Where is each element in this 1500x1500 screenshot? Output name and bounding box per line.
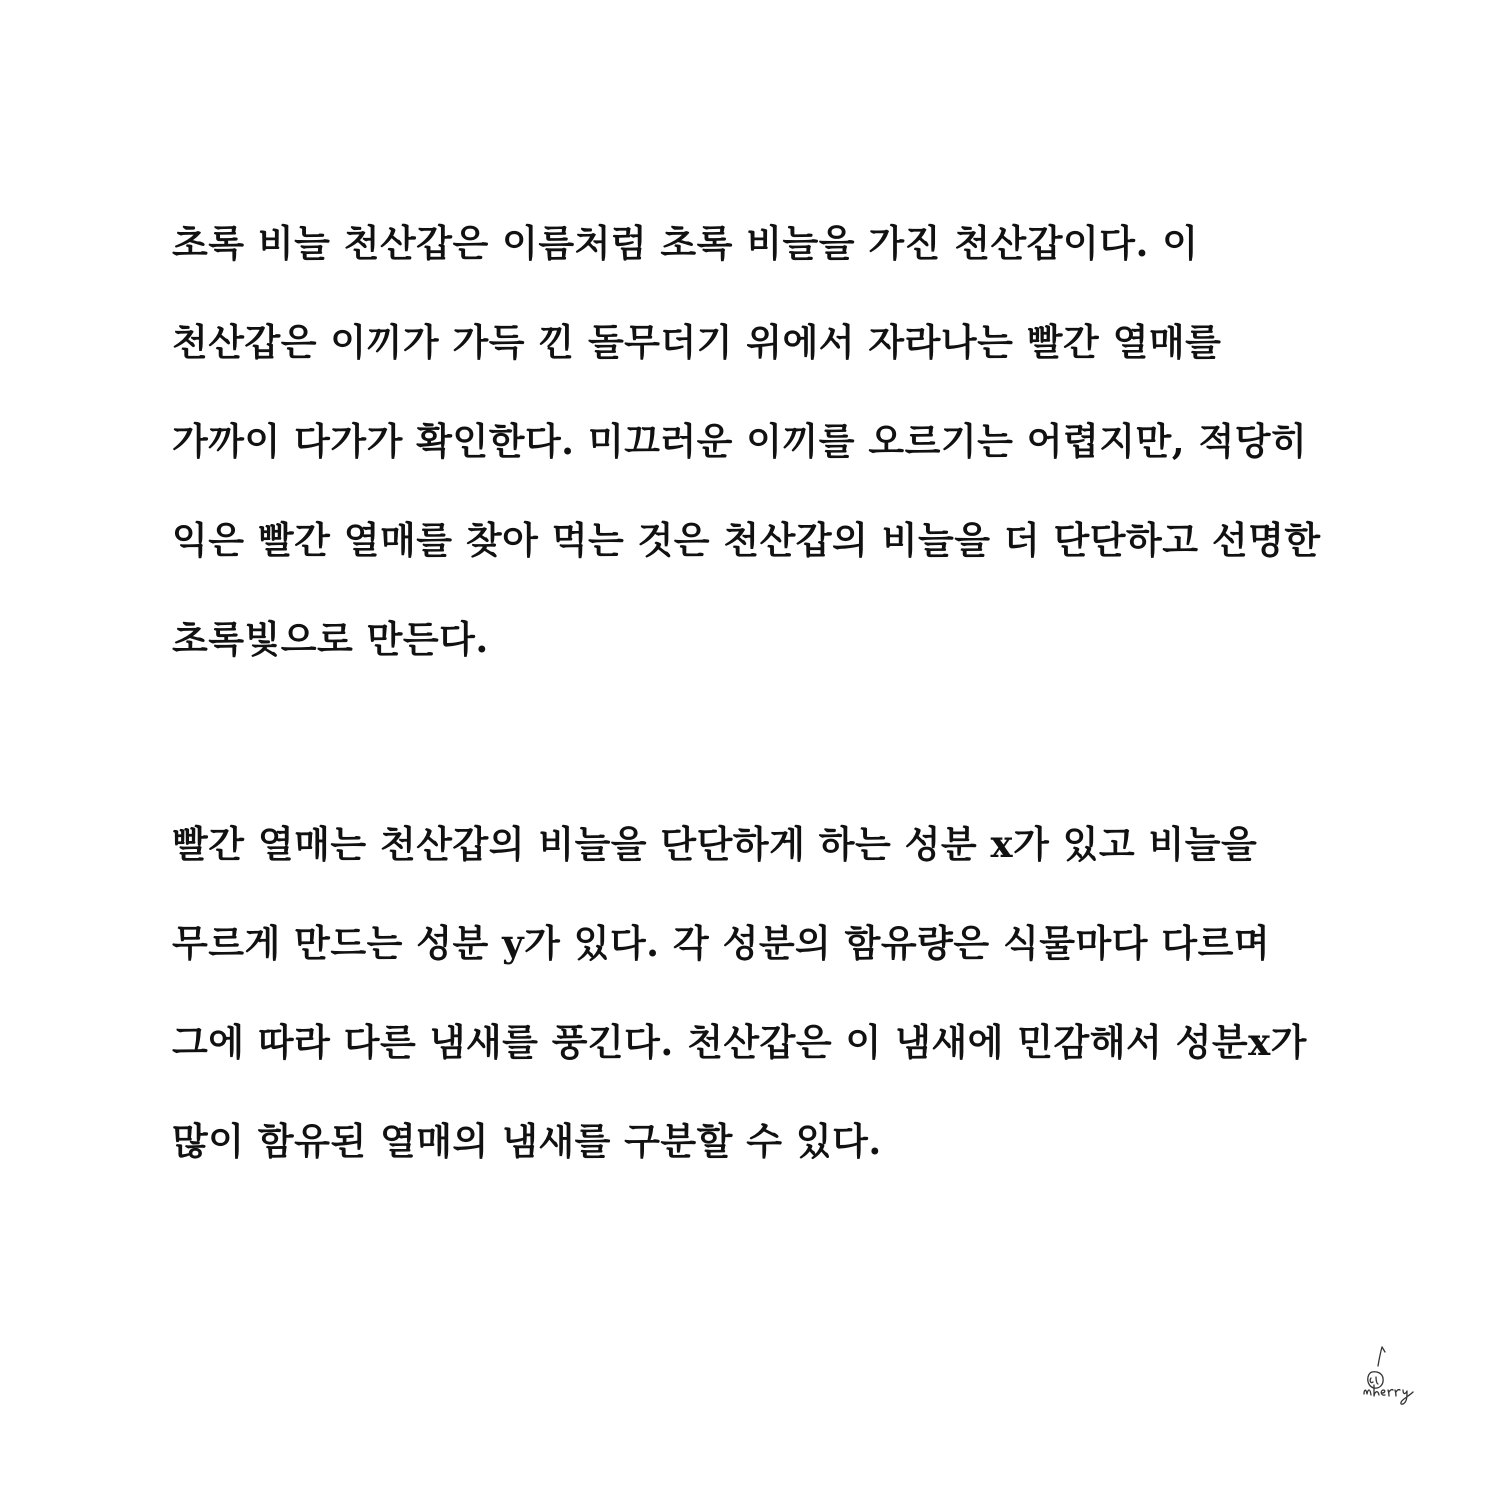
text-line: 초록 비늘 천산갑은 이름처럼 초록 비늘을 가진 천산갑이다. 이 [172,221,1199,265]
text-line: 그에 따라 다른 냄새를 풍긴다. 천산갑은 이 냄새에 민감해서 성분x가 [172,1020,1307,1064]
text-line: 익은 빨간 열매를 찾아 먹는 것은 천산갑의 비늘을 더 단단하고 선명한 [172,518,1321,562]
text-line: 무르게 만드는 성분 y가 있다. 각 성분의 함유량은 식물마다 다르며 [172,921,1271,965]
text-line: 가까이 다가가 확인한다. 미끄러운 이끼를 오르기는 어렵지만, 적당히 [172,419,1308,463]
cherry-signature-icon [1352,1344,1432,1424]
text-line: 많이 함유된 열매의 냄새를 구분할 수 있다. [172,1119,882,1163]
text-line: 빨간 열매는 천산갑의 비늘을 단단하게 하는 성분 x가 있고 비늘을 [172,822,1258,866]
text-line: 천산갑은 이끼가 가득 낀 돌무더기 위에서 자라나는 빨간 열매를 [172,320,1222,364]
text-line: 초록빛으로 만든다. [172,617,489,661]
